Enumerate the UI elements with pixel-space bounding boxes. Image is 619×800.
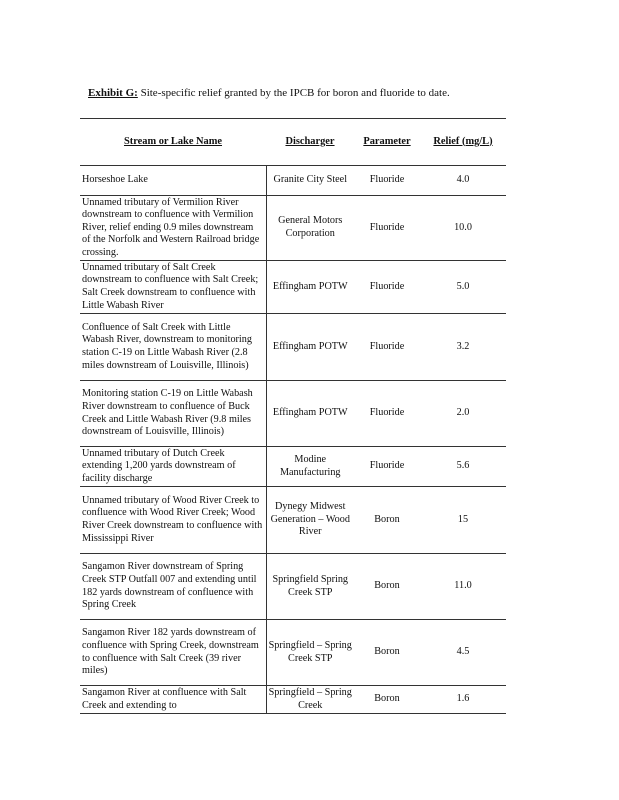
stream-cell: Horseshoe Lake [80,166,266,196]
relief-cell: 4.5 [420,620,506,686]
relief-cell: 5.0 [420,261,506,314]
discharger-cell: Springfield Spring Creek STP [266,554,354,620]
discharger-cell: Effingham POTW [266,314,354,381]
stream-cell: Unnamed tributary of Dutch Creek extending 1,200 yards downstream of facility discharge [80,447,266,487]
discharger-cell: Effingham POTW [266,261,354,314]
header-relief: Relief (mg/L) [420,119,506,166]
stream-cell: Sangamon River downstream of Spring Creek STP Outfall 007 and extending until 182 yards downstream of confluence with Spring Creek [80,554,266,620]
table-row [80,166,506,196]
discharger-cell: Granite City Steel [266,166,354,196]
discharger-cell: Effingham POTW [266,381,354,447]
stream-cell: Unnamed tributary of Vermilion River downstream to confluence with Vermilion River, relief ending 0.9 miles downstream of the Norfolk and Western Railroad bridge crossing. [80,196,266,261]
discharger-cell: Dynegy Midwest Generation – Wood River [266,487,354,554]
table-row [80,381,506,447]
parameter-cell: Fluoride [354,166,420,196]
table-row [80,447,506,487]
table-row [80,261,506,314]
relief-cell: 5.6 [420,447,506,487]
table-row [80,196,506,261]
table-row [80,686,506,714]
header-row [80,119,506,166]
discharger-cell: Modine Manufacturing [266,447,354,487]
exhibit-caption-text: Site-specific relief granted by the IPCB for boron and fluoride to date. [140,87,450,99]
stream-cell: Unnamed tributary of Salt Creek downstream to confluence with Salt Creek; Salt Creek downstream to confluence with Little Wabash River [80,261,266,314]
header-discharger: Discharger [266,119,354,166]
stream-cell: Unnamed tributary of Wood River Creek to confluence with Wood River Creek; Wood River Creek downstream to confluence with Mississippi River [80,487,266,554]
exhibit-caption [88,87,450,99]
table-row [80,487,506,554]
parameter-cell: Fluoride [354,314,420,381]
parameter-cell: Boron [354,554,420,620]
table-row [80,554,506,620]
parameter-cell: Fluoride [354,261,420,314]
discharger-cell: Springfield – Spring Creek STP [266,620,354,686]
parameter-cell: Fluoride [354,447,420,487]
parameter-cell: Boron [354,620,420,686]
parameter-cell: Fluoride [354,381,420,447]
relief-cell: 10.0 [420,196,506,261]
stream-cell: Monitoring station C-19 on Little Wabash River downstream to confluence of Buck Creek and Little Wabash River (9.8 miles downstream of Louisville, Illinois) [80,381,266,447]
relief-cell: 3.2 [420,314,506,381]
parameter-cell: Boron [354,686,420,714]
parameter-cell: Fluoride [354,196,420,261]
relief-cell: 2.0 [420,381,506,447]
table-row [80,620,506,686]
exhibit-label: Exhibit G: [88,87,138,99]
relief-cell: 1.6 [420,686,506,714]
stream-cell: Sangamon River at confluence with Salt Creek and extending to [80,686,266,714]
relief-cell: 4.0 [420,166,506,196]
stream-cell: Sangamon River 182 yards downstream of confluence with Spring Creek, downstream to confluence with Salt Creek (39 river miles) [80,620,266,686]
relief-table [80,118,506,714]
header-parameter: Parameter [354,119,420,166]
header-stream: Stream or Lake Name [80,119,266,166]
parameter-cell: Boron [354,487,420,554]
relief-cell: 11.0 [420,554,506,620]
stream-cell: Confluence of Salt Creek with Little Wabash River, downstream to monitoring station C-19 on Little Wabash River (2.8 miles downstream of Louisville, Illinois) [80,314,266,381]
discharger-cell: Springfield – Spring Creek [266,686,354,714]
table-row [80,314,506,381]
discharger-cell: General Motors Corporation [266,196,354,261]
relief-cell: 15 [420,487,506,554]
